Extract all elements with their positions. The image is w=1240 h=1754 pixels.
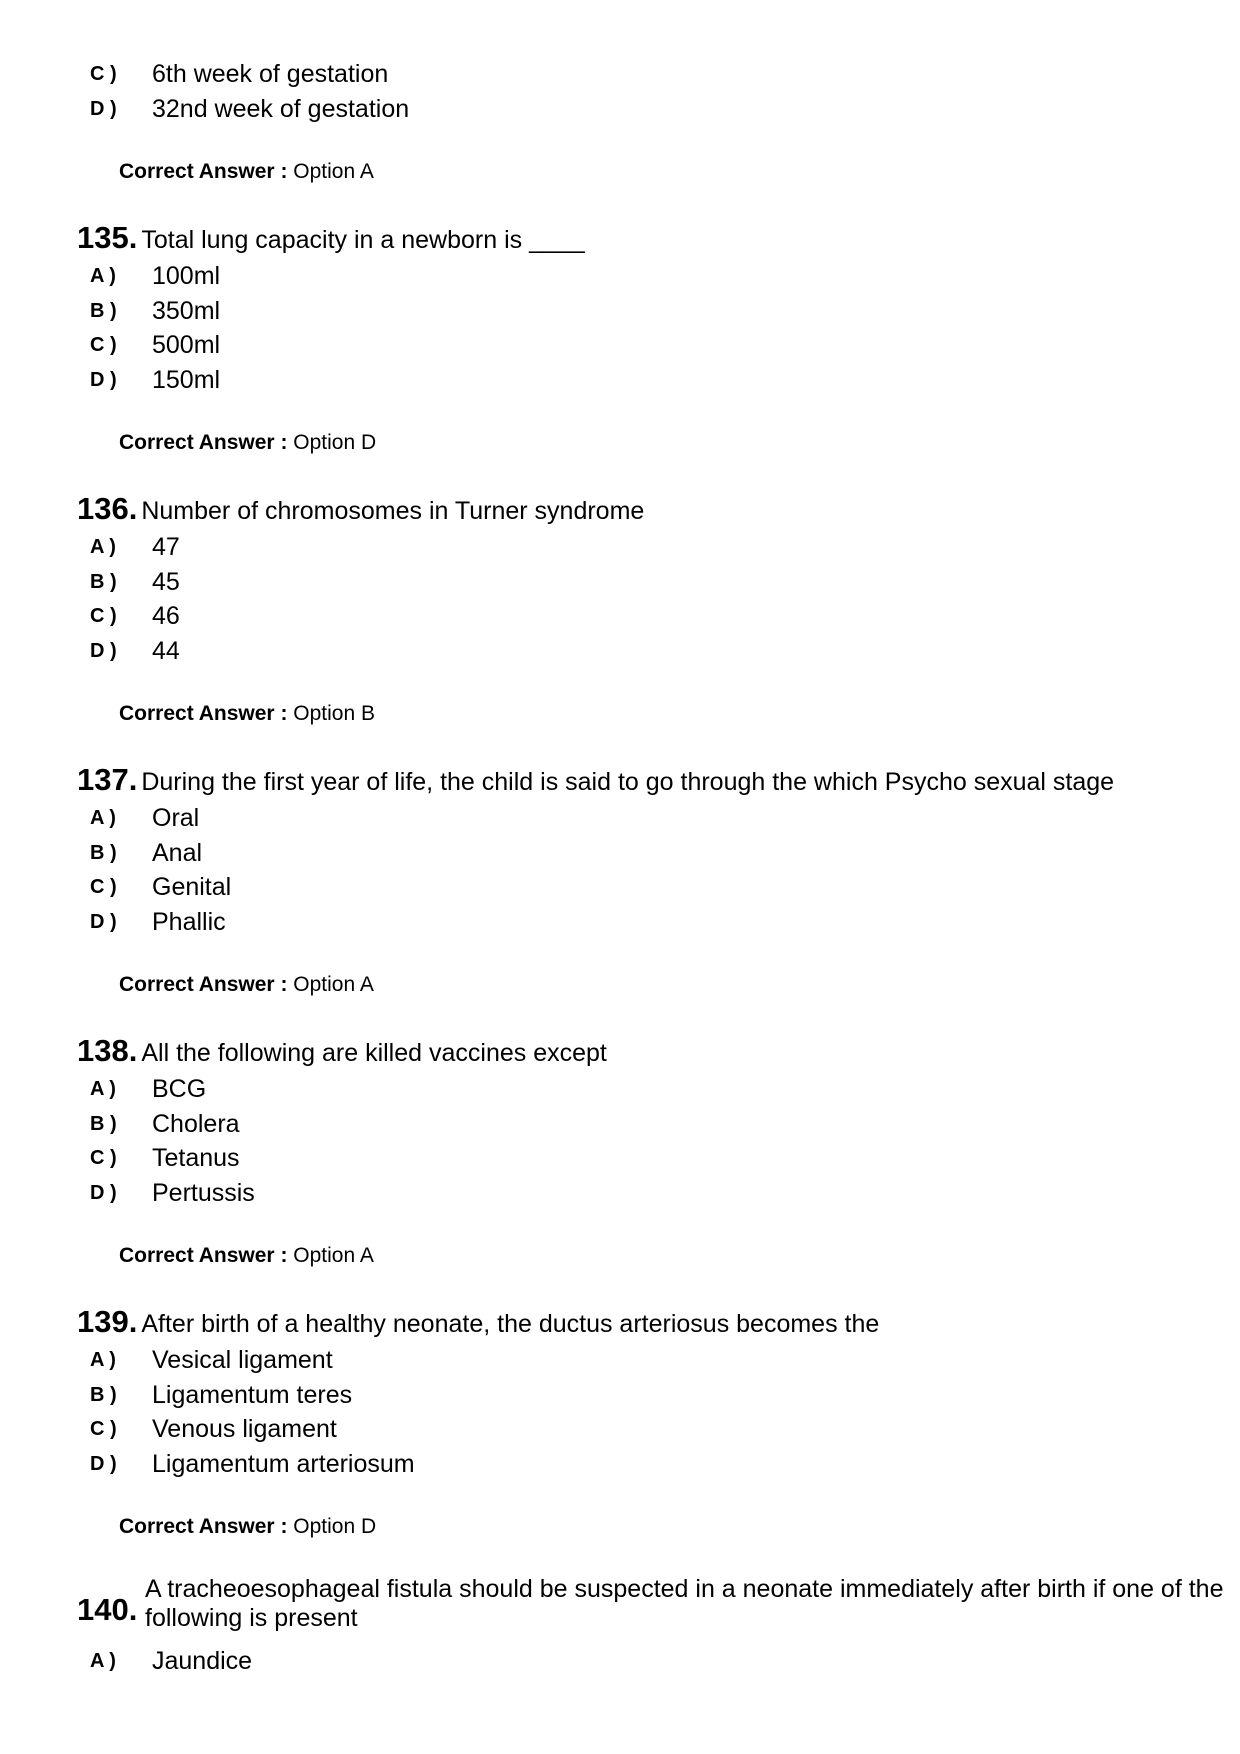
correct-answer-value: Option B xyxy=(293,702,375,725)
correct-answer xyxy=(119,430,376,456)
option-text: 45 xyxy=(152,568,180,596)
option-text: Vesical ligament xyxy=(152,1346,333,1374)
question-136 xyxy=(77,491,644,527)
option-label: B ) xyxy=(90,1384,117,1406)
correct-answer-label: Correct Answer : xyxy=(119,431,288,454)
question-text: After birth of a healthy neonate, the ductus arteriosus becomes the xyxy=(141,1310,880,1338)
correct-answer-value: Option A xyxy=(293,973,374,996)
correct-answer xyxy=(119,1243,374,1269)
correct-answer-label: Correct Answer : xyxy=(119,702,288,725)
option-text: 350ml xyxy=(152,297,221,325)
option-text: 6th week of gestation xyxy=(152,60,389,88)
option-label: A ) xyxy=(90,265,116,287)
correct-answer-value: Option A xyxy=(293,160,374,183)
question-number: 140. xyxy=(77,1592,138,1627)
option-text: Anal xyxy=(152,839,203,867)
option-text: Jaundice xyxy=(152,1647,253,1675)
question-135 xyxy=(77,220,585,256)
correct-answer xyxy=(119,159,374,185)
question-text: Number of chromosomes in Turner syndrome xyxy=(141,497,645,525)
option-label: C ) xyxy=(90,1418,117,1440)
correct-answer xyxy=(119,1514,376,1540)
correct-answer-value: Option A xyxy=(293,1244,374,1267)
option-label: A ) xyxy=(90,1078,116,1100)
option-text: Oral xyxy=(152,804,200,832)
option-text: 47 xyxy=(152,533,180,561)
option-label: C ) xyxy=(90,334,117,356)
option-label: B ) xyxy=(90,1113,117,1135)
option-label: D ) xyxy=(90,1453,117,1475)
question-137 xyxy=(77,762,1114,798)
correct-answer-label: Correct Answer : xyxy=(119,1515,288,1538)
option-label: D ) xyxy=(90,369,117,391)
option-text: 100ml xyxy=(152,262,221,290)
option-text: Genital xyxy=(152,873,232,901)
option-text: Cholera xyxy=(152,1110,240,1138)
question-number: 137. xyxy=(77,762,138,797)
correct-answer-label: Correct Answer : xyxy=(119,160,288,183)
option-text: Tetanus xyxy=(152,1144,240,1172)
option-label: D ) xyxy=(90,98,117,120)
option-text: 32nd week of gestation xyxy=(152,95,410,123)
option-label: D ) xyxy=(90,1182,117,1204)
option-label: B ) xyxy=(90,842,117,864)
option-text: Phallic xyxy=(152,908,226,936)
question-number: 138. xyxy=(77,1033,138,1068)
correct-answer-label: Correct Answer : xyxy=(119,1244,288,1267)
option-label: C ) xyxy=(90,876,117,898)
option-label: A ) xyxy=(90,807,116,829)
option-text: BCG xyxy=(152,1075,207,1103)
option-text: Pertussis xyxy=(152,1179,255,1207)
question-number: 139. xyxy=(77,1304,138,1339)
question-number: 135. xyxy=(77,220,138,255)
correct-answer-value: Option D xyxy=(293,1515,377,1538)
option-text: 46 xyxy=(152,602,180,630)
correct-answer xyxy=(119,701,375,727)
correct-answer-value: Option D xyxy=(293,431,377,454)
option-label: C ) xyxy=(90,605,117,627)
option-label: A ) xyxy=(90,1650,116,1672)
option-label: D ) xyxy=(90,640,117,662)
option-text: 500ml xyxy=(152,331,221,359)
question-text: Total lung capacity in a newborn is ____ xyxy=(141,226,585,254)
question-139 xyxy=(77,1304,879,1340)
option-label: B ) xyxy=(90,571,117,593)
option-label: C ) xyxy=(90,63,117,85)
option-label: A ) xyxy=(90,1349,116,1371)
option-text: Venous ligament xyxy=(152,1415,337,1443)
question-number: 136. xyxy=(77,491,138,526)
option-label: B ) xyxy=(90,300,117,322)
correct-answer-label: Correct Answer : xyxy=(119,973,288,996)
option-label: D ) xyxy=(90,911,117,933)
question-text: During the first year of life, the child is said to go through the which Psycho sexual stage xyxy=(141,768,1115,796)
option-text: 44 xyxy=(152,637,180,665)
correct-answer xyxy=(119,972,374,998)
option-text: Ligamentum arteriosum xyxy=(152,1450,415,1478)
option-label: A ) xyxy=(90,536,116,558)
question-text: All the following are killed vaccines except xyxy=(141,1039,607,1067)
question-138 xyxy=(77,1033,607,1069)
option-text: Ligamentum teres xyxy=(152,1381,353,1409)
option-text: 150ml xyxy=(152,366,221,394)
option-label: C ) xyxy=(90,1147,117,1169)
question-text: A tracheoesophageal fistula should be suspected in a neonate immediately after birth if one of the following is present xyxy=(145,1575,1224,1632)
